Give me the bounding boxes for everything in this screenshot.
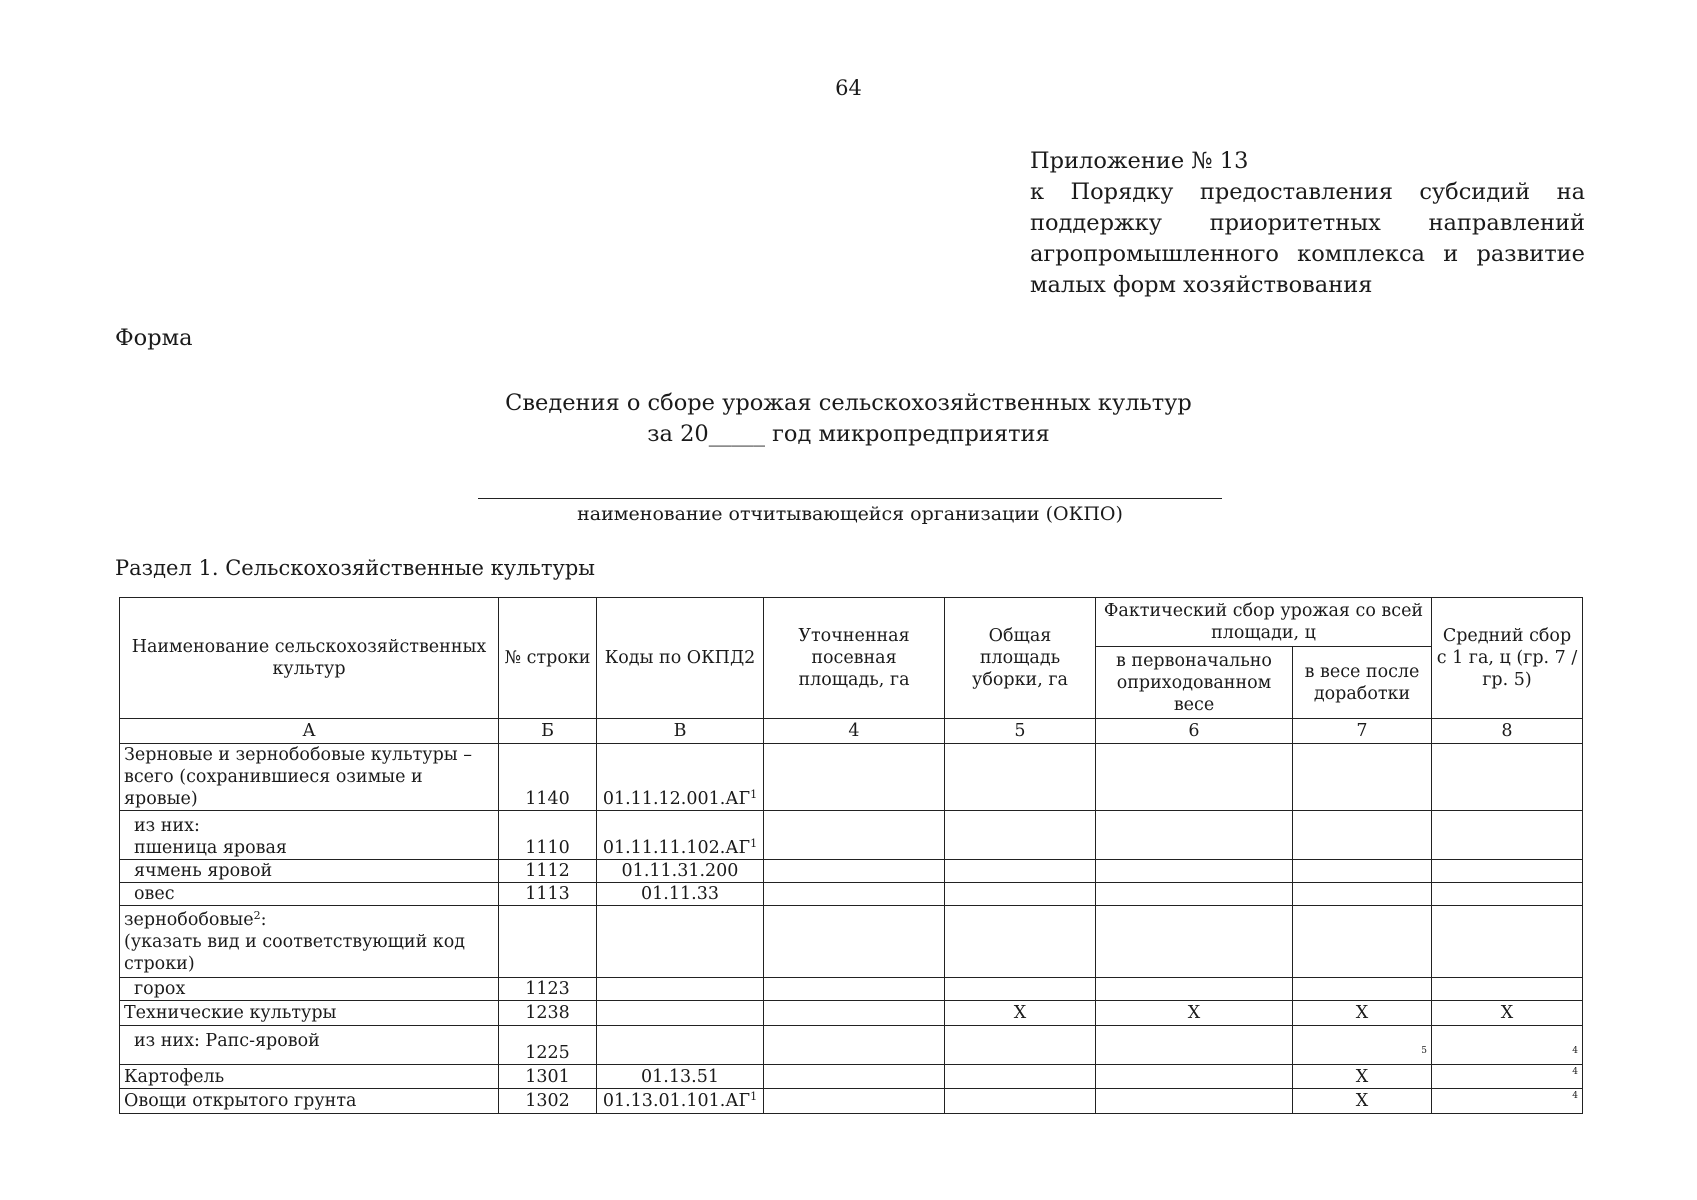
after-processing-cell[interactable] — [1293, 883, 1432, 906]
average-yield-cell[interactable] — [1432, 1089, 1583, 1114]
section-title: Раздел 1. Сельскохозяйственные культуры — [115, 556, 595, 580]
row-number: 1140 — [499, 744, 597, 811]
sown-area-cell[interactable] — [764, 1026, 945, 1065]
initial-weight-cell[interactable] — [1096, 811, 1293, 860]
table-row — [120, 978, 1583, 1001]
after-processing-cell[interactable] — [1293, 811, 1432, 860]
column-letter: 6 — [1096, 719, 1293, 744]
table-row — [120, 1026, 1583, 1065]
row-number: 1112 — [499, 860, 597, 883]
table-row — [120, 1065, 1583, 1089]
header-harvest-area: Общая площадь уборки, га — [945, 598, 1096, 719]
okpd2-code: $01.11.11.102.АГ^1$ — [597, 811, 764, 860]
crop-name: Зерновые и зернобобовые культуры – всего (сохранившиеся озимые и яровые) — [120, 744, 499, 811]
average-yield-cell[interactable] — [1432, 811, 1583, 860]
header-average-yield: Средний сбор с 1 га, ц (гр. 7 / гр. 5) — [1432, 598, 1583, 719]
initial-weight-cell[interactable] — [1096, 906, 1293, 978]
row-number: 1301 — [499, 1065, 597, 1089]
appendix-title: Приложение № 13 — [1030, 148, 1249, 174]
harvest-area-cell[interactable]: Х — [945, 1001, 1096, 1026]
table-row — [120, 1001, 1583, 1026]
crop-name: горох — [120, 978, 499, 1001]
sown-area-cell[interactable] — [764, 811, 945, 860]
table-row — [120, 1089, 1583, 1114]
sown-area-cell[interactable] — [764, 883, 945, 906]
initial-weight-cell[interactable] — [1096, 1065, 1293, 1089]
sown-area-cell[interactable] — [764, 906, 945, 978]
average-yield-cell[interactable] — [1432, 860, 1583, 883]
appendix-line: к Порядку предоставления субсидий на — [1030, 179, 1585, 205]
initial-weight-cell[interactable]: Х — [1096, 1001, 1293, 1026]
row-number: 1113 — [499, 883, 597, 906]
column-letter: Б — [499, 719, 597, 744]
after-processing-cell[interactable] — [1293, 1026, 1432, 1065]
sown-area-cell[interactable] — [764, 1089, 945, 1114]
crop-name: Картофель — [120, 1065, 499, 1089]
average-yield-cell[interactable] — [1432, 978, 1583, 1001]
header-crop-name: Наименование сельскохозяйственных культур — [120, 598, 499, 719]
average-yield-cell[interactable] — [1432, 906, 1583, 978]
okpd2-code — [597, 1026, 764, 1065]
initial-weight-cell[interactable] — [1096, 978, 1293, 1001]
table-row — [120, 906, 1583, 978]
harvest-area-cell[interactable] — [945, 860, 1096, 883]
after-processing-cell[interactable] — [1293, 860, 1432, 883]
crop-name: зернобобовые$^2$: (указать вид и соответствующий код строки) — [120, 906, 499, 978]
title-line-2: за 20_____ год микропредприятия — [647, 421, 1050, 447]
crop-name: ячмень яровой — [120, 860, 499, 883]
row-number: 1238 — [499, 1001, 597, 1026]
header-okpd2-codes: Коды по ОКПД2 — [597, 598, 764, 719]
sown-area-cell[interactable] — [764, 744, 945, 811]
table-row — [120, 811, 1583, 860]
header-actual-harvest: Фактический сбор урожая со всей площади, ц — [1096, 598, 1432, 647]
harvest-area-cell[interactable] — [945, 1089, 1096, 1114]
page-number: 64 — [835, 76, 862, 100]
sown-area-cell[interactable] — [764, 1001, 945, 1026]
harvest-area-cell[interactable] — [945, 811, 1096, 860]
harvest-table — [119, 597, 1583, 1114]
okpd2-code: 01.11.31.200 — [597, 860, 764, 883]
footnote-mark: 5 — [1421, 1046, 1427, 1056]
okpd2-code: 01.13.51 — [597, 1065, 764, 1089]
sown-area-cell[interactable] — [764, 1065, 945, 1089]
after-processing-cell[interactable]: Х — [1293, 1089, 1432, 1114]
after-processing-cell[interactable] — [1293, 906, 1432, 978]
appendix-block — [1030, 146, 1585, 301]
header-sown-area: Уточненная посевная площадь, га — [764, 598, 945, 719]
okpd2-code — [597, 906, 764, 978]
okpd2-code: $01.13.01.101.АГ^1$ — [597, 1089, 764, 1114]
column-letter: А — [120, 719, 499, 744]
okpd2-code — [597, 1001, 764, 1026]
row-number — [499, 906, 597, 978]
table-row — [120, 883, 1583, 906]
row-number: 1302 — [499, 1089, 597, 1114]
harvest-area-cell[interactable] — [945, 883, 1096, 906]
header-initial-weight: в первоначально оприходованном весе — [1096, 647, 1293, 719]
harvest-area-cell[interactable] — [945, 1026, 1096, 1065]
header-row-number: № строки — [499, 598, 597, 719]
appendix-line: малых форм хозяйствования — [1030, 272, 1373, 298]
after-processing-cell[interactable] — [1293, 978, 1432, 1001]
initial-weight-cell[interactable] — [1096, 744, 1293, 811]
header-after-processing: в весе после доработки — [1293, 647, 1432, 719]
initial-weight-cell[interactable] — [1096, 883, 1293, 906]
harvest-area-cell[interactable] — [945, 906, 1096, 978]
row-number: 1123 — [499, 978, 597, 1001]
footnote-mark: 4 — [1572, 1046, 1578, 1056]
title-line-1: Сведения о сборе урожая сельскохозяйственных культур — [505, 390, 1192, 416]
document-title — [0, 388, 1697, 450]
sown-area-cell[interactable] — [764, 978, 945, 1001]
footnote-mark: 4 — [1572, 1067, 1578, 1077]
column-letter: В — [597, 719, 764, 744]
table-row — [120, 744, 1583, 811]
okpd2-code — [597, 978, 764, 1001]
average-yield-cell[interactable] — [1432, 883, 1583, 906]
footnote-mark: 4 — [1572, 1091, 1578, 1101]
crop-name: из них: Рапс-яровой — [120, 1026, 499, 1065]
column-letter: 8 — [1432, 719, 1583, 744]
row-number: 1110 — [499, 811, 597, 860]
organization-caption: наименование отчитывающейся организации (ОКПО) — [577, 503, 1123, 525]
crop-name: Овощи открытого грунта — [120, 1089, 499, 1114]
after-processing-cell[interactable] — [1293, 744, 1432, 811]
table-row — [120, 860, 1583, 883]
harvest-area-cell[interactable] — [945, 744, 1096, 811]
after-processing-cell[interactable]: Х — [1293, 1065, 1432, 1089]
column-letter: 7 — [1293, 719, 1432, 744]
average-yield-cell[interactable] — [1432, 1065, 1583, 1089]
average-yield-cell[interactable] — [1432, 1026, 1583, 1065]
column-letter: 5 — [945, 719, 1096, 744]
after-processing-cell[interactable]: Х — [1293, 1001, 1432, 1026]
okpd2-code: 01.11.33 — [597, 883, 764, 906]
average-yield-cell[interactable] — [1432, 744, 1583, 811]
harvest-area-cell[interactable] — [945, 1065, 1096, 1089]
average-yield-cell[interactable]: Х — [1432, 1001, 1583, 1026]
crop-name: Технические культуры — [120, 1001, 499, 1026]
organization-name-field[interactable] — [478, 498, 1222, 499]
crop-name: из них: пшеница яровая — [120, 811, 499, 860]
harvest-area-cell[interactable] — [945, 978, 1096, 1001]
initial-weight-cell[interactable] — [1096, 1089, 1293, 1114]
row-number: 1225 — [499, 1026, 597, 1065]
appendix-line: поддержку приоритетных направлений — [1030, 210, 1585, 236]
appendix-line: агропромышленного комплекса и развитие — [1030, 241, 1585, 267]
initial-weight-cell[interactable] — [1096, 860, 1293, 883]
okpd2-code: $01.11.12.001.АГ^1$ — [597, 744, 764, 811]
initial-weight-cell[interactable] — [1096, 1026, 1293, 1065]
sown-area-cell[interactable] — [764, 860, 945, 883]
column-letter: 4 — [764, 719, 945, 744]
form-label: Форма — [115, 325, 193, 351]
crop-name: овес — [120, 883, 499, 906]
